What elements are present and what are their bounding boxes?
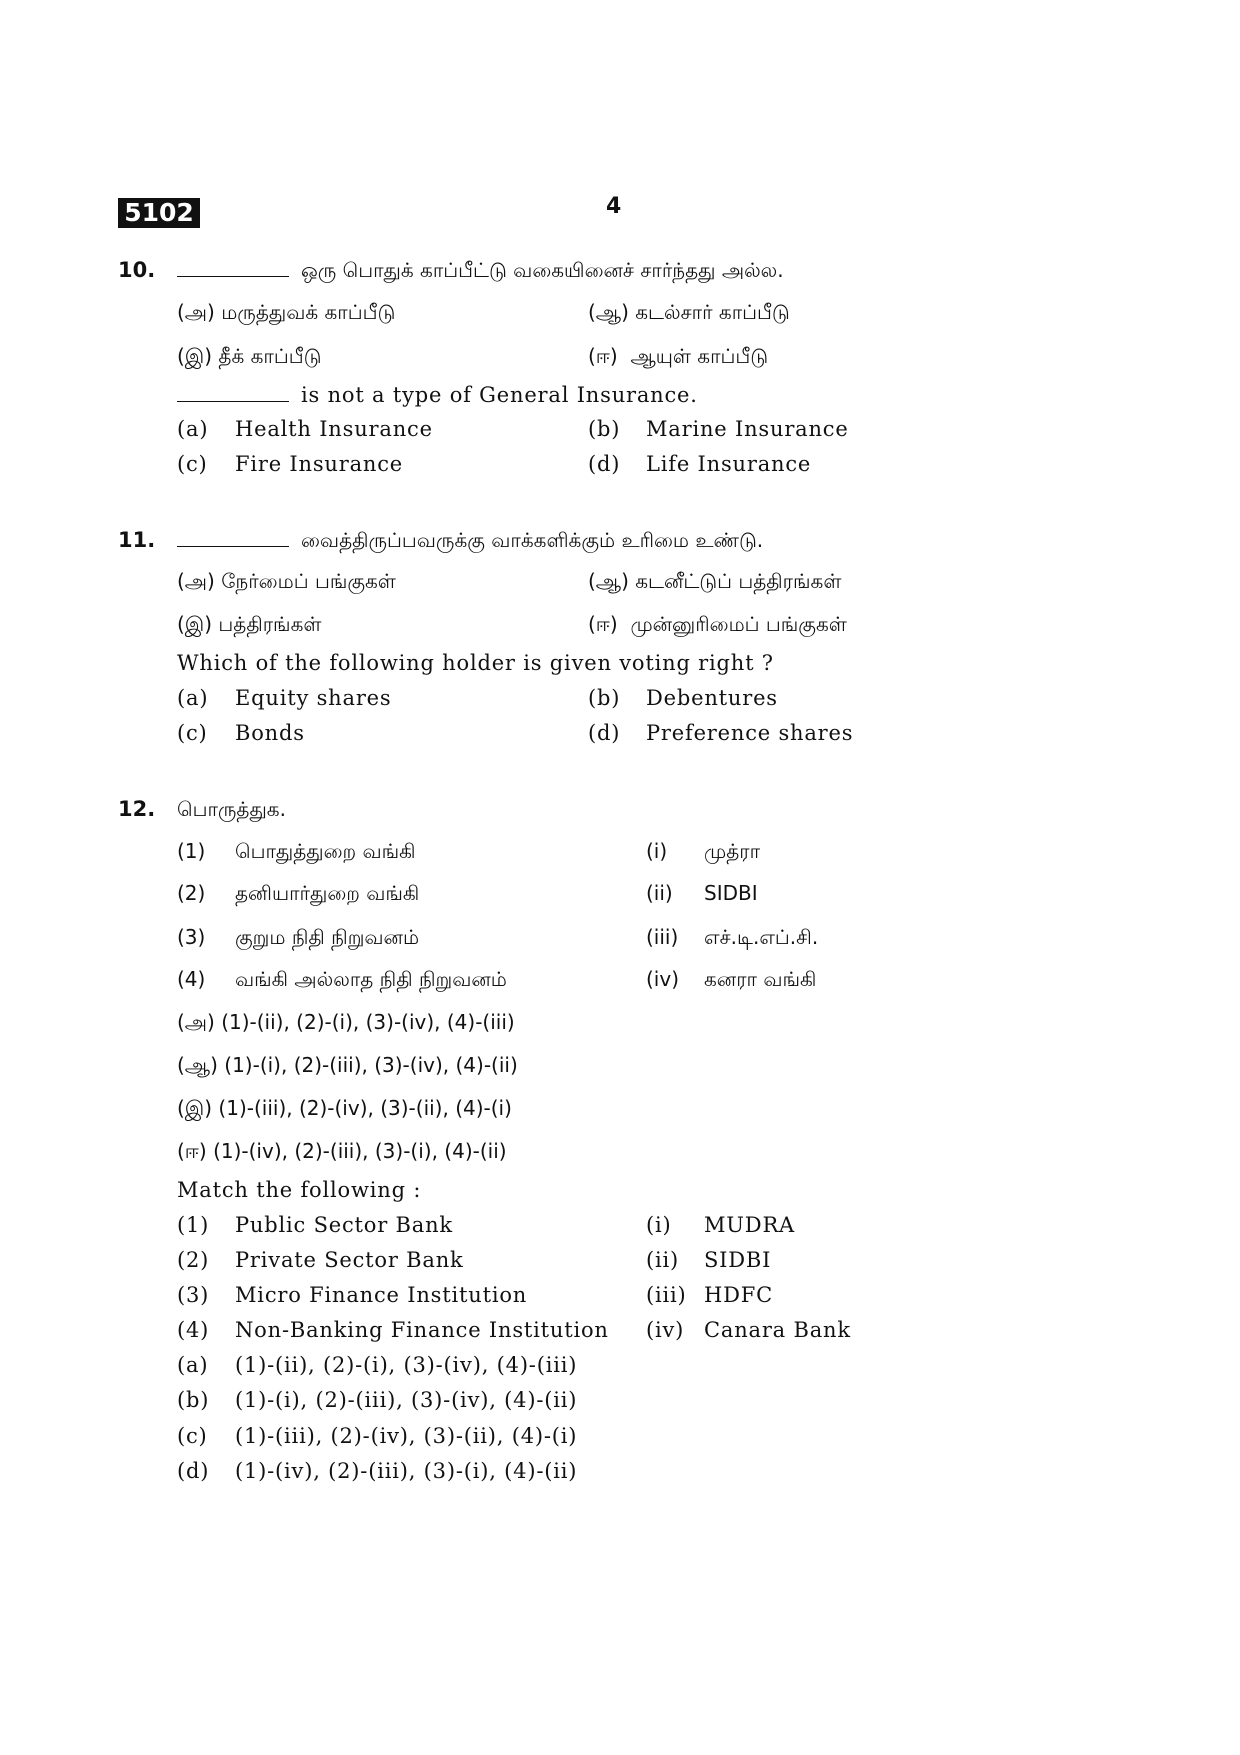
q12-tamil-stem: பொருத்துக. — [177, 797, 286, 821]
page-number: 4 — [606, 194, 622, 219]
q12-tamil-right-3: எச்.டி.எப்.சி. — [704, 925, 819, 949]
q11-english-label-b: (b) — [588, 686, 621, 710]
q10-tamil-stem-text: ஒரு பொதுக் காப்பீட்டு வகையினைச் சார்ந்தது அல்ல. — [301, 258, 784, 282]
q10-english-label-c: (c) — [177, 452, 208, 476]
q12-english-left-label-2: (2) — [177, 1248, 210, 1272]
q12-english-left-1: Public Sector Bank — [235, 1213, 453, 1237]
q11-tamil-option-c: (இ) பத்திரங்கள் — [177, 612, 322, 636]
question-number-12: 12. — [118, 797, 156, 821]
q12-tamil-left-4: வங்கி அல்லாத நிதி நிறுவனம் — [235, 967, 507, 991]
q12-english-left-label-3: (3) — [177, 1283, 210, 1307]
q12-tamil-option-b: (ஆ) (1)-(i), (2)-(iii), (3)-(iv), (4)-(ii) — [177, 1053, 518, 1077]
q12-english-right-3: HDFC — [704, 1283, 773, 1307]
q11-english-label-c: (c) — [177, 721, 208, 745]
q12-english-right-4: Canara Bank — [704, 1318, 851, 1342]
q12-tamil-left-3: குறும நிதி நிறுவனம் — [235, 925, 420, 949]
q12-english-left-4: Non-Banking Finance Institution — [235, 1318, 609, 1342]
q12-tamil-left-label-1: (1) — [177, 839, 206, 863]
q12-english-option-a: (1)-(ii), (2)-(i), (3)-(iv), (4)-(iii) — [235, 1353, 578, 1377]
q11-tamil-option-b: (ஆ) கடனீட்டுப் பத்திரங்கள் — [588, 569, 842, 593]
q12-tamil-right-label-2: (ii) — [646, 881, 673, 905]
q10-tamil-option-a: (அ) மருத்துவக் காப்பீடு — [177, 300, 396, 324]
q11-tamil-blank — [177, 528, 289, 547]
q10-english-stem-text: is not a type of General Insurance. — [301, 383, 698, 407]
q12-tamil-left-label-2: (2) — [177, 881, 206, 905]
q11-tamil-stem-text: வைத்திருப்பவருக்கு வாக்களிக்கும் உரிமை உண்டு. — [301, 528, 764, 552]
q10-english-blank — [177, 383, 289, 402]
q12-tamil-right-label-4: (iv) — [646, 967, 679, 991]
q12-tamil-left-label-3: (3) — [177, 925, 206, 949]
q12-english-option-d: (1)-(iv), (2)-(iii), (3)-(i), (4)-(ii) — [235, 1459, 578, 1483]
q11-english-option-d: Preference shares — [646, 721, 854, 745]
q11-english-option-a: Equity shares — [235, 686, 392, 710]
q12-tamil-option-d: (ஈ) (1)-(iv), (2)-(iii), (3)-(i), (4)-(ii) — [177, 1139, 507, 1163]
q12-english-option-c: (1)-(iii), (2)-(iv), (3)-(ii), (4)-(i) — [235, 1424, 578, 1448]
q12-english-right-2: SIDBI — [704, 1248, 772, 1272]
q10-english-label-b: (b) — [588, 417, 621, 441]
q10-english-option-b: Marine Insurance — [646, 417, 849, 441]
q10-english-stem — [177, 383, 698, 407]
q10-tamil-stem — [177, 258, 784, 285]
q11-english-stem: Which of the following holder is given voting right ? — [177, 651, 774, 675]
q11-tamil-option-d: (ஈ) முன்னுரிமைப் பங்குகள் — [588, 612, 847, 636]
q12-english-label-a: (a) — [177, 1353, 209, 1377]
q12-english-right-label-1: (i) — [646, 1213, 672, 1237]
q12-tamil-right-4: கனரா வங்கி — [704, 967, 817, 991]
q12-tamil-left-1: பொதுத்துறை வங்கி — [235, 839, 416, 863]
q12-english-label-b: (b) — [177, 1388, 210, 1412]
q10-tamil-blank — [177, 258, 289, 277]
question-number-11: 11. — [118, 528, 156, 552]
q10-tamil-option-b: (ஆ) கடல்சார் காப்பீடு — [588, 300, 790, 324]
q12-english-right-1: MUDRA — [704, 1213, 796, 1237]
question-number-10: 10. — [118, 258, 156, 282]
q11-tamil-stem — [177, 528, 763, 555]
q12-english-left-label-4: (4) — [177, 1318, 210, 1342]
q10-tamil-option-d: (ஈ) ஆயுள் காப்பீடு — [588, 344, 769, 368]
q12-english-option-b: (1)-(i), (2)-(iii), (3)-(iv), (4)-(ii) — [235, 1388, 578, 1412]
q10-english-option-c: Fire Insurance — [235, 452, 404, 476]
q12-english-label-d: (d) — [177, 1459, 210, 1483]
q11-tamil-option-a: (அ) நேர்மைப் பங்குகள் — [177, 569, 396, 593]
q12-english-right-label-3: (iii) — [646, 1283, 687, 1307]
q12-english-right-label-4: (iv) — [646, 1318, 685, 1342]
paper-code-badge: 5102 — [118, 198, 200, 228]
q10-english-label-a: (a) — [177, 417, 209, 441]
q10-english-option-a: Health Insurance — [235, 417, 433, 441]
q12-english-stem: Match the following : — [177, 1178, 422, 1202]
q12-tamil-right-label-1: (i) — [646, 839, 668, 863]
q12-english-left-2: Private Sector Bank — [235, 1248, 464, 1272]
q12-english-left-label-1: (1) — [177, 1213, 210, 1237]
q11-english-label-d: (d) — [588, 721, 621, 745]
q12-tamil-right-1: முத்ரா — [704, 839, 761, 863]
q10-english-label-d: (d) — [588, 452, 621, 476]
q11-english-label-a: (a) — [177, 686, 209, 710]
q10-english-option-d: Life Insurance — [646, 452, 812, 476]
q12-english-label-c: (c) — [177, 1424, 208, 1448]
q11-english-option-b: Debentures — [646, 686, 778, 710]
q12-tamil-left-2: தனியார்துறை வங்கி — [235, 881, 420, 905]
q12-english-left-3: Micro Finance Institution — [235, 1283, 528, 1307]
q11-english-option-c: Bonds — [235, 721, 305, 745]
q10-tamil-option-c: (இ) தீக் காப்பீடு — [177, 344, 322, 368]
q12-tamil-option-a: (அ) (1)-(ii), (2)-(i), (3)-(iv), (4)-(iii) — [177, 1010, 515, 1034]
q12-english-right-label-2: (ii) — [646, 1248, 680, 1272]
q12-tamil-left-label-4: (4) — [177, 967, 206, 991]
q12-tamil-option-c: (இ) (1)-(iii), (2)-(iv), (3)-(ii), (4)-(i) — [177, 1096, 512, 1120]
q12-tamil-right-2: SIDBI — [704, 881, 758, 905]
q12-tamil-right-label-3: (iii) — [646, 925, 679, 949]
